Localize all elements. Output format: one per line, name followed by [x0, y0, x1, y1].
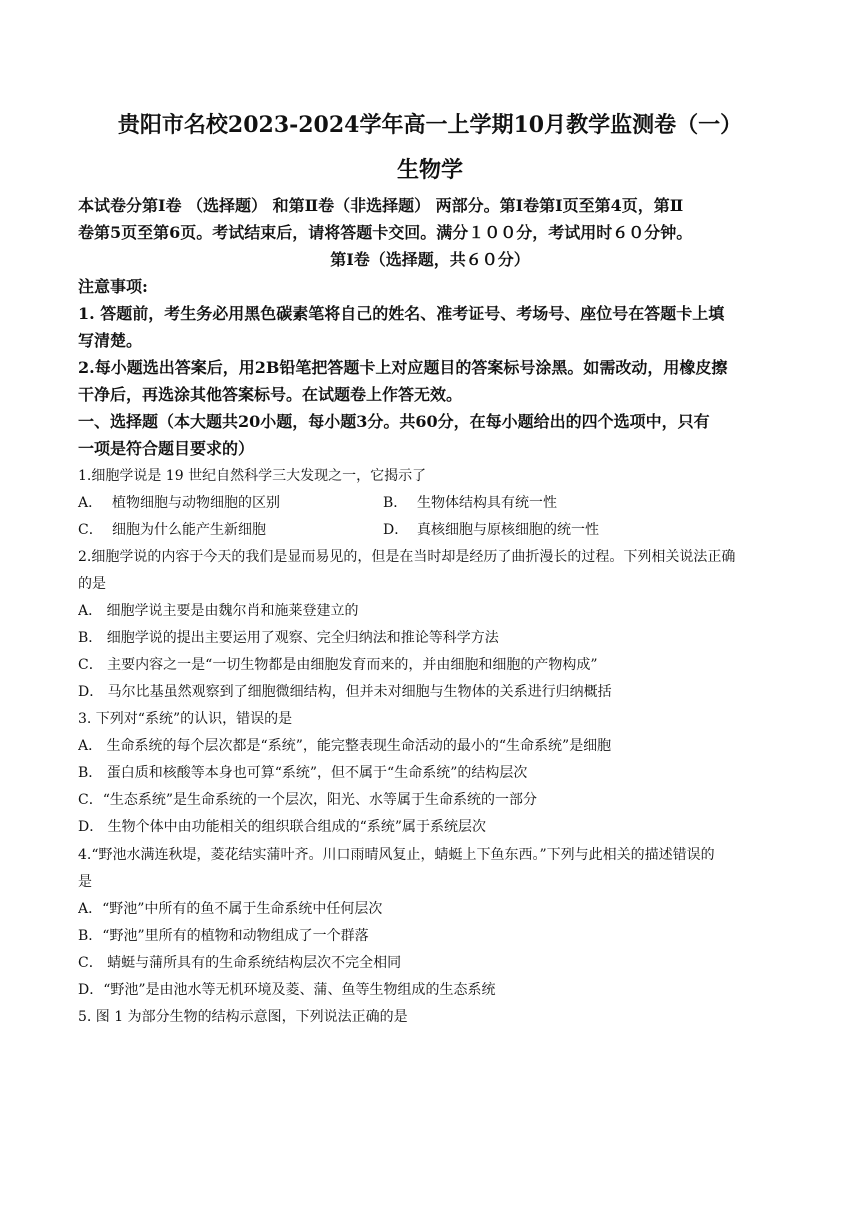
option-text: 真核细胞与原核细胞的统一性	[417, 522, 599, 538]
question-3-option-c: C．“生态系统”是生命系统的一个层次，阳光、水等属于生命系统的一部分	[78, 792, 538, 808]
question-3-option-a: A． 生命系统的每个层次都是“系统”，能完整表现生命活动的最小的“生命系统”是细胞	[78, 738, 612, 754]
question-2-stem-line-2: 的是	[78, 576, 106, 592]
option-text: 生物体结构具有统一性	[417, 495, 557, 511]
question-2-option-b: B． 细胞学说的提出主要运用了观察、完全归纳法和推论等科学方法	[78, 630, 499, 646]
exam-title: 贵阳市名校2023-2024学年高一上学期10月教学监测卷（一）	[117, 112, 743, 138]
question-1-option-a	[78, 491, 280, 515]
question-4-option-d: D．“野池”是由池水等无机环境及菱、蒲、鱼等生物组成的生态系统	[78, 982, 496, 998]
question-4-option-a: A．“野池”中所有的鱼不属于生命系统中任何层次	[78, 901, 383, 917]
option-key: B．	[383, 495, 408, 511]
notes-heading: 注意事项:	[78, 277, 148, 296]
intro-line-1: 本试卷分第Ⅰ卷 （选择题） 和第Ⅱ卷（非选择题） 两部分。第Ⅰ卷第Ⅰ页至第4页，第Ⅱ	[78, 196, 684, 215]
question-4-option-c: C． 蜻蜓与蒲所具有的生命系统结构层次不完全相同	[78, 955, 402, 971]
question-1-stem: 1.细胞学说是 19 世纪自然科学三大发现之一，它揭示了	[78, 468, 427, 484]
question-5-stem: 5. 图 1 为部分生物的结构示意图，下列说法正确的是	[78, 1009, 408, 1025]
option-text: 植物细胞与动物细胞的区别	[112, 495, 280, 511]
question-2-option-c: C． 主要内容之一是“一切生物都是由细胞发育而来的，并由细胞和细胞的产物构成”	[78, 657, 598, 673]
note-2-line-2: 干净后，再选涂其他答案标号。在试题卷上作答无效。	[78, 385, 463, 404]
question-2-option-a: A． 细胞学说主要是由魏尔肖和施莱登建立的	[78, 603, 359, 619]
question-1-option-c	[78, 518, 266, 542]
question-4-stem-line-1: 4.“野池水满连秋堤，菱花结实蒲叶齐。川口雨晴风复止，蜻蜓上下鱼东西。”下列与此相关的描述错误的	[78, 847, 715, 863]
question-4-option-b: B．“野池”里所有的植物和动物组成了一个群落	[78, 928, 369, 944]
note-1-line-1: 1. 答题前，考生务必用黑色碳素笔将自己的姓名、准考证号、考场号、座位号在答题卡上填	[78, 304, 725, 323]
question-2-option-d: D． 马尔比基虽然观察到了细胞微细结构，但并未对细胞与生物体的关系进行归纳概括	[78, 684, 612, 700]
section-heading: 第Ⅰ卷（选择题，共６０分）	[330, 250, 530, 269]
question-4-stem-line-2: 是	[78, 874, 92, 890]
intro-line-2: 卷第5页至第6页。考试结束后，请将答题卡交回。满分１００分，考试用时６０分钟。	[78, 223, 693, 242]
question-3-option-d: D． 生物个体中由功能相关的组织联合组成的“系统”属于系统层次	[78, 819, 486, 835]
question-1-option-b	[383, 491, 557, 515]
question-2-stem-line-1: 2.细胞学说的内容于今天的我们是显而易见的，但是在当时却是经历了曲折漫长的过程。下列相关说法正确	[78, 549, 736, 565]
question-3-option-b: B． 蛋白质和核酸等本身也可算“系统”，但不属于“生命系统”的结构层次	[78, 765, 528, 781]
question-1-option-d	[383, 518, 599, 542]
part-1-heading-line-1: 一、选择题（本大题共20小题，每小题3分。共60分，在每小题给出的四个选项中，只有	[78, 412, 710, 431]
part-1-heading-line-2: 一项是符合题目要求的）	[78, 439, 255, 458]
note-2-line-1: 2.每小题选出答案后，用2B铅笔把答题卡上对应题目的答案标号涂黑。如需改动，用橡皮擦	[78, 358, 728, 377]
option-key: D．	[383, 522, 409, 538]
note-1-line-2: 写清楚。	[78, 331, 143, 350]
option-key: C．	[78, 522, 103, 538]
subject-title: 生物学	[396, 157, 463, 183]
question-3-stem: 3. 下列对“系统”的认识，错误的是	[78, 711, 293, 727]
option-key: A．	[78, 495, 103, 511]
option-text: 细胞为什么能产生新细胞	[112, 522, 266, 538]
